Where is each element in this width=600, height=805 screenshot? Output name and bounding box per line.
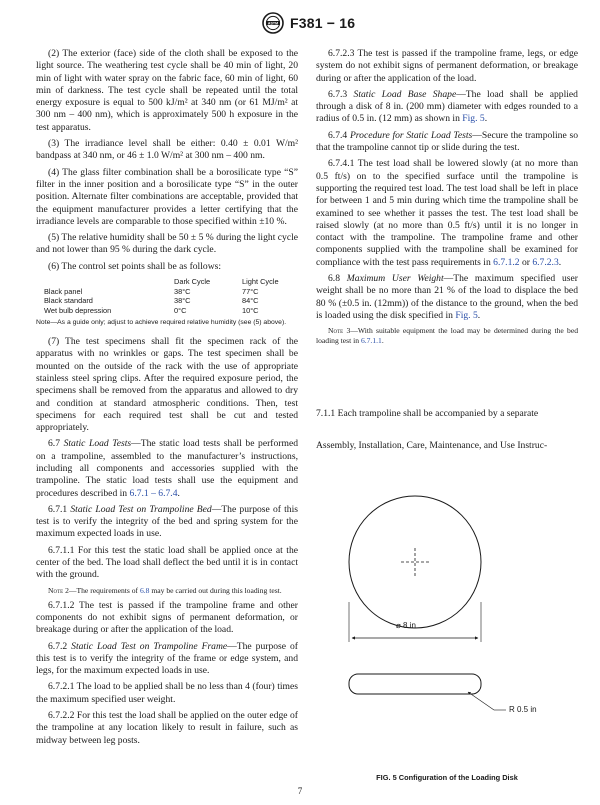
section-number: 6.7.2 (48, 640, 68, 652)
paragraph-6: (6) The control set points shall be as follows: (48, 260, 222, 272)
note-label: Note 2 (48, 585, 69, 595)
section-text: or (519, 256, 533, 268)
svg-text:ASTM: ASTM (267, 21, 279, 26)
fragment-7-1-1: 7.1.1 Each trampoline shall be accompanied by a separate (316, 408, 539, 419)
cross-reference-link[interactable]: 6.7.1.2 (493, 256, 520, 268)
section-number: 6.7.3 (328, 88, 348, 100)
table-header-row (44, 277, 283, 287)
section-text: —The purpose of this test is to verify the integrity of the bed and spring system for the maximum expected loads in use. (36, 503, 298, 540)
section-text: —The load shall be applied through a disk of 8 in. (200 mm) diameter with edges rounded to a radius of 0.5 in. (12 mm) as shown in (316, 88, 578, 125)
paragraph-3: (3) The irradiance level shall be either: 0.40 ± 0.01 W/m² bandpass at 340 nm, or 46 ± 1.0 W/m² at 300 nm – 400 nm. (36, 138, 298, 162)
left-column (36, 48, 298, 751)
note-text: may be carried out during this loading test. (149, 585, 282, 595)
disk-side-view (349, 674, 481, 694)
diameter-label: ⌀ 8 in (396, 621, 416, 630)
table-cell: 38°C (174, 296, 191, 306)
table-row (44, 306, 283, 316)
table-header-cell (44, 277, 174, 287)
section-title: Static Load Test on Trampoline Bed (70, 503, 212, 515)
table-cell: 84°C (242, 296, 259, 306)
section-number: 6.7.4 (328, 129, 348, 141)
section-6-7-1-1: 6.7.1.1 For this test the static load shall be applied once at the center of the bed. The load shall deflect the bed until it is in contact with the ground. (36, 544, 298, 581)
section-6-7-2-3: 6.7.2.3 The test is passed if the trampoline frame, legs, or edge system do not exhibit signs of permanent deformation, or breakage during or after the application of the load. (316, 48, 578, 84)
section-6-7-1 (36, 504, 298, 541)
radius-leader-line (468, 692, 494, 710)
note-text: —The requirements of (68, 585, 140, 595)
section-6-8: 6.8 Maximum User Weight—The maximum specified user weight shall be no more than 21 % of the load to displace the bed 80 % (±0.5 in. (12mm)) of the distance to the ground, when the bed is loaded using the disk specified in Fig. 5. (316, 273, 578, 321)
section-text: —The purpose of this test is to verify the integrity of the frame or edge system, and legs, for the maximum expected loads in use. (36, 640, 299, 677)
section-number: 6.7 (48, 438, 60, 450)
section-title: Static Load Base Shape (353, 88, 457, 100)
section-text: 6.7.4.1 The test load shall be lowered slowly (at no more than 0.5 ft/s) on to the specified surface until the trampoline is supporting the required test load. The test load shall be left in place for between 1 and 5 min during which time the trampoline shall be examined to see whether it passes the test. The test load shall be raised slowly (at no more than 0.5 ft/s) until it is no longer in contact with the trampoline. The trampoline frame and other components supplied with the trampoline shall be examined for compliance with the test pass requirements in (316, 158, 578, 268)
radius-label: R 0.5 in (509, 705, 537, 714)
table-note: Note—As a guide only; adjust to achieve required relative humidity (see (5) above). (36, 319, 287, 327)
section-text: —Secure the trampoline so that the trampoline cannot tip or slide during the test. (316, 129, 578, 154)
table-cell: 0°C (174, 305, 187, 315)
table-header-cell: Dark Cycle (174, 277, 211, 287)
cross-reference-link[interactable]: 6.7.1 – 6.7.4 (129, 487, 178, 499)
section-title: Static Load Tests (63, 438, 132, 450)
section-6-7: 6.7 Static Load Tests—The static load tests shall be performed on a trampoline, assembled to the manufacturer’s instructions, including all components and accessories supplied with the trampoline. The static load tests shall use the equipment and procedures described in 6.7.1 – 6.7.4. (36, 438, 298, 499)
figure-reference-link[interactable]: Fig. 5 (455, 309, 478, 321)
table-row (44, 296, 283, 306)
section-title: Static Load Test on Trampoline Frame (71, 640, 228, 652)
loading-disk-drawing (316, 482, 578, 772)
figure-reference-link[interactable]: Fig. 5 (462, 113, 485, 125)
page-header (0, 12, 600, 38)
section-6-7-2-1: 6.7.2.1 The load to be applied shall be no less than 4 (four) times the maximum specified user weight. (36, 681, 298, 705)
table-row (44, 287, 283, 297)
note-text: —With suitable equipment the load may be determined during the bed loading test in (316, 326, 578, 346)
right-column (316, 48, 578, 350)
paragraph-7: (7) The test specimens shall fit the specimen rack of the apparatus with no wrinkles or gaps. The test specimen shall be mounted on the outside of the rack with the use of appropriate stainless steel spring clips. After the required exposure period, the specimens shall be removed from the apparatus and allowed to dry and condition at standard atmospheric conditions. Then, test specimens for each required test shall be cut and tested appropriately. (36, 336, 298, 434)
disk-top-view (349, 496, 481, 628)
section-title: Maximum User Weight (346, 273, 444, 285)
figure-caption: FIG. 5 Configuration of the Loading Disk (376, 773, 518, 782)
cross-reference-link[interactable]: 6.7.2.3 (532, 256, 559, 268)
table-cell: Black standard (44, 296, 93, 306)
section-6-7-1-2: 6.7.1.2 The test is passed if the trampoline frame and other components do not exhibit signs of permanent deformation, or breakage during or after the application of the load. (36, 599, 298, 636)
table-cell: Black panel (44, 286, 83, 296)
section-text: —The maximum specified user weight shall be no more than 21 % of the load to displace the bed 80 % (±0.5 in. (12mm)) of the distance to the ground, when the bed is loaded using the disk specified in (316, 273, 578, 321)
section-6-7-4 (316, 130, 578, 155)
section-number: 6.7.1 (48, 503, 68, 515)
table-cell: 10°C (242, 305, 259, 315)
section-6-7-2-2: 6.7.2.2 For this test the load shall be applied on the outer edge of the trampoline at any location likely to result in failure, such as midway between leg posts. (36, 710, 298, 746)
cross-reference-link[interactable]: 6.7.1.1 (360, 336, 382, 346)
table-cell: 77°C (242, 286, 259, 296)
control-setpoints-table (44, 277, 283, 315)
section-number: 6.8 (328, 273, 340, 285)
standard-designation: F381 − 16 (290, 15, 356, 31)
section-6-7-3: 6.7.3 Static Load Base Shape—The load shall be applied through a disk of 8 in. (200 mm) diameter with edges rounded to a radius of 0.5 in. (12 mm) as shown in Fig. 5. (316, 88, 578, 125)
table-header-cell: Light Cycle (242, 277, 279, 287)
section-6-7-4-1: 6.7.4.1 The test load shall be lowered slowly (at no more than 0.5 ft/s) on to the specified surface until the trampoline is supporting the required test load. The test load shall be left in place for between 1 and 5 min during which time the trampoline shall be examined to see whether it passes the test. The test load shall be raised slowly (at no more than 0.5 ft/s) until it is no longer in contact with the trampoline. The trampoline frame and other components supplied with the trampoline shall be examined for compliance with the test pass requirements in 6.7.1.2 or 6.7.2.3. (316, 158, 578, 268)
figure-5-loading-disk (316, 482, 578, 772)
note-2 (36, 586, 298, 596)
note-label: Note 3 (328, 326, 351, 336)
note-3: Note 3—With suitable equipment the load may be determined during the bed loading test in 6.7.1.1. (316, 326, 578, 346)
paragraph-4: (4) The glass filter combination shall be a borosilicate type “S” filter in the inner position and a borosilicate type “S” in the outer position. Alternate filter combinations are acceptable, provided that the equipment manufacturer provides a letter certifying that the irradiance levels are comparable to those specified within ±10 %. (36, 166, 298, 227)
section-title: Procedure for Static Load Tests (349, 129, 473, 141)
paragraph-5: (5) The relative humidity shall be 50 ± 5 % during the light cycle and not lower than 95 % during the dark cycle. (36, 232, 298, 256)
table-cell: 38°C (174, 286, 191, 296)
page-number: 7 (297, 786, 303, 796)
paragraph-2: (2) The exterior (face) side of the cloth shall be exposed to the light source. The weathering test cycle shall be 40 min of light, 20 min of light with water spray on the fabric face, 60 min of light, 60 min of darkness. The test cycle shall be repeated until the total energy exposure is equal to 500 kJ/m² at 340 nm (or 61 MJ/m² at 300 nm – 400 nm), which is approximately 500 h exposure in the test apparatus. (36, 48, 298, 133)
section-6-7-2 (36, 641, 298, 678)
cross-reference-link[interactable]: 6.8 (139, 585, 150, 595)
section-text: —The static load tests shall be performed on a trampoline, assembled to the manufacturer’s instructions, including all components and accessories supplied with the trampoline. The static load tests shall use the equipment and procedures described in (36, 438, 298, 499)
astm-logo-icon (262, 12, 284, 34)
fragment-instructions: Assembly, Installation, Care, Maintenance, and Use Instruc- (316, 440, 548, 451)
table-cell: Wet bulb depression (44, 305, 112, 315)
